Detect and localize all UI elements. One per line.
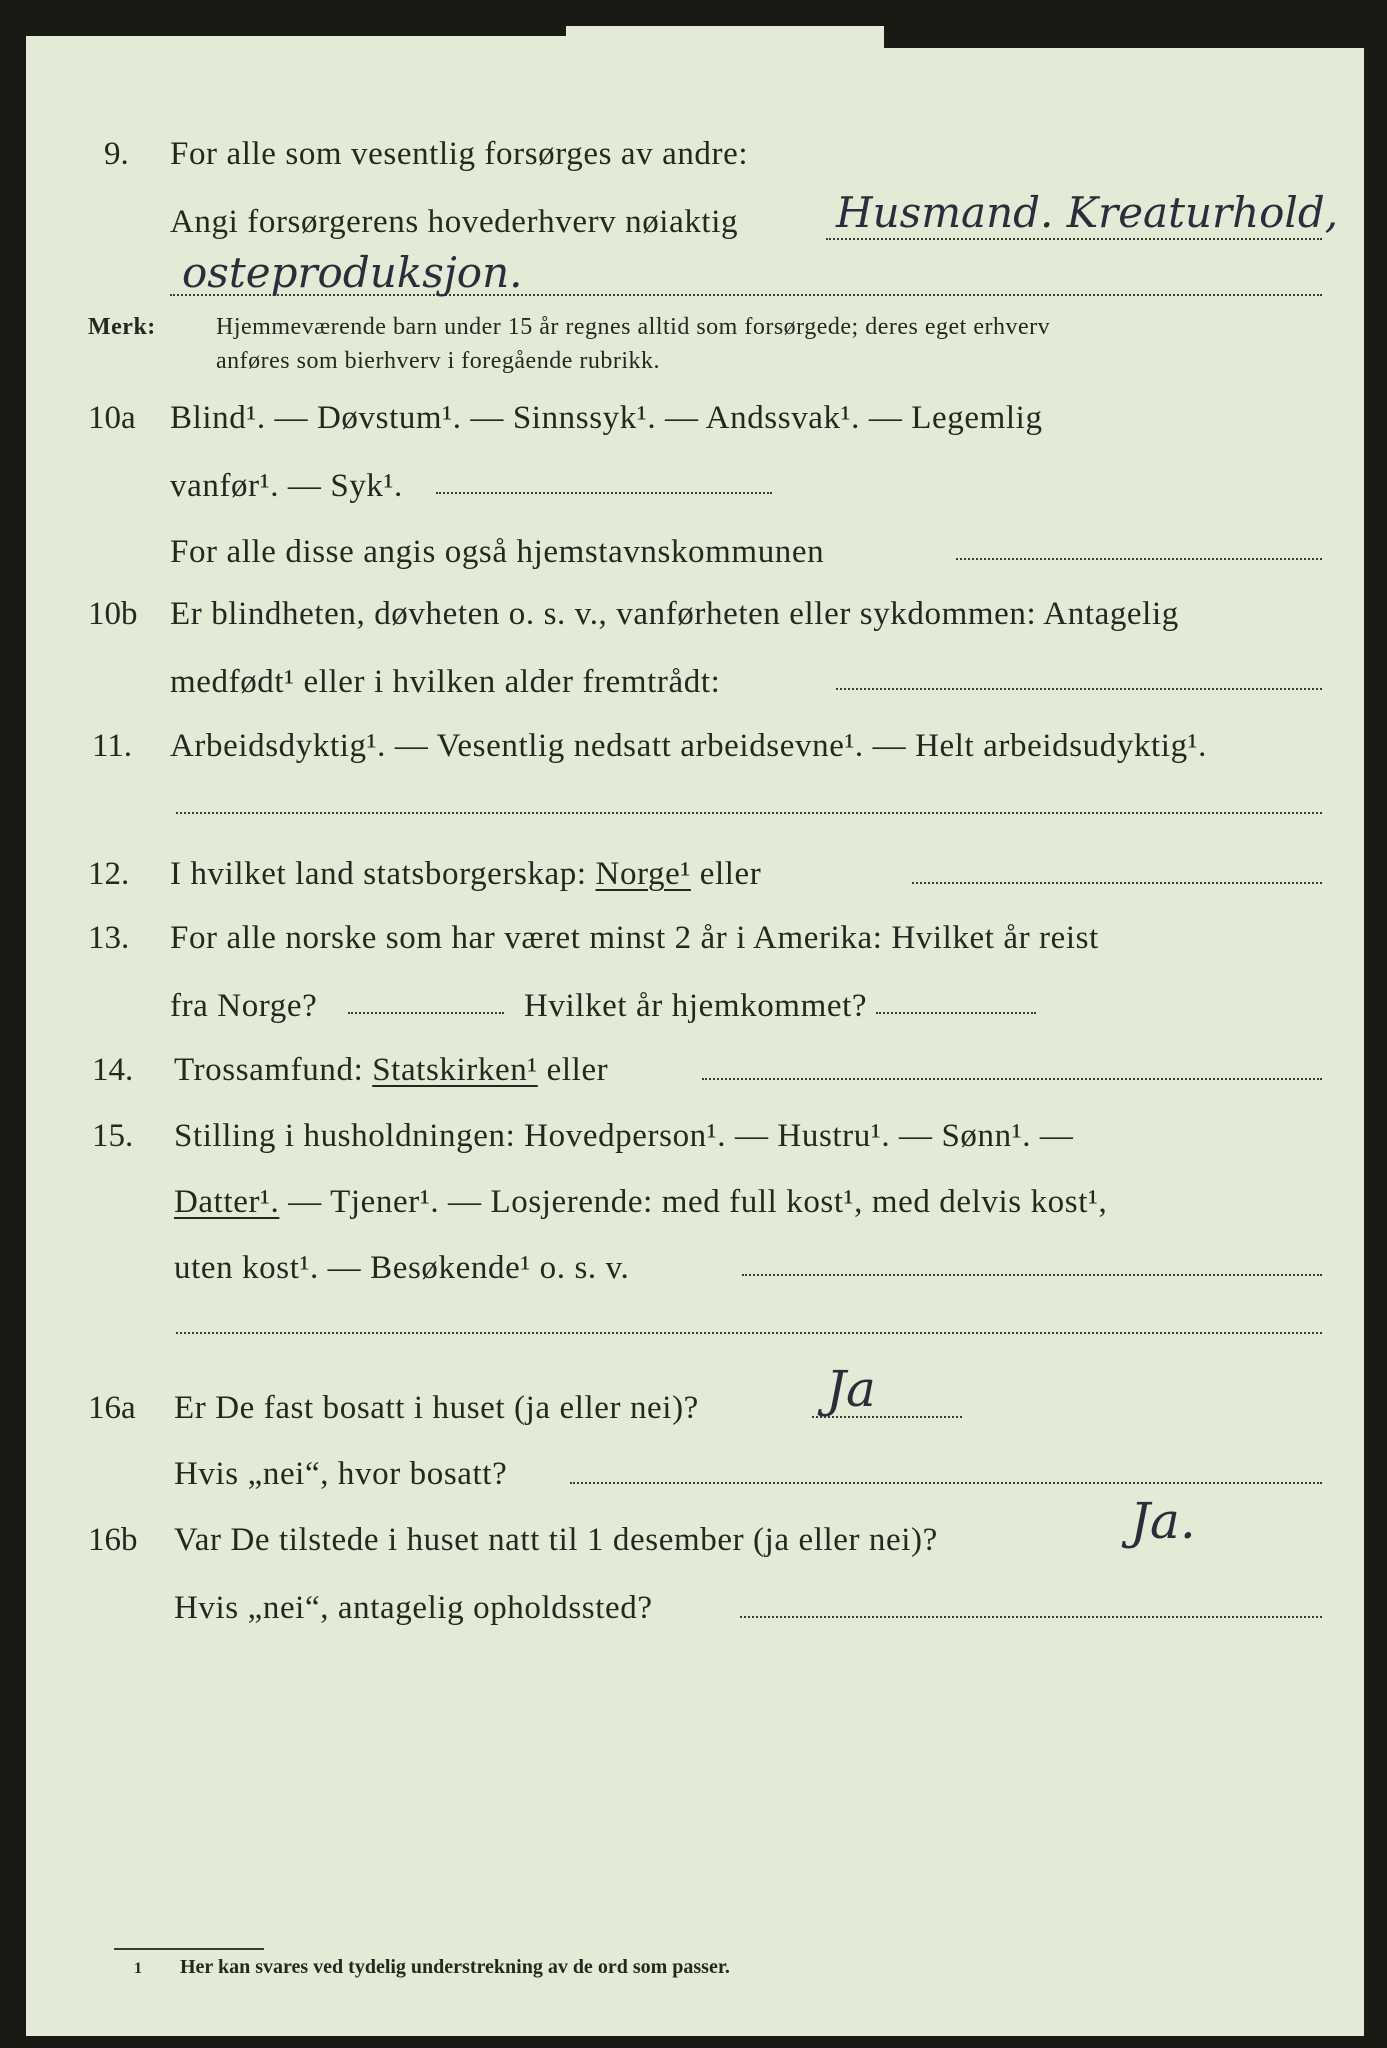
q14-pre: Trossamfund: xyxy=(174,1052,364,1088)
page-corner-shadow xyxy=(884,26,1364,48)
q16a-line2: Hvis „nei“, hvor bosatt? xyxy=(174,1456,508,1492)
q16b-line1: Var De tilstede i huset natt til 1 desember (ja eller nei)? xyxy=(174,1522,938,1558)
q15-line2 xyxy=(174,1182,1107,1222)
q14-post: eller xyxy=(546,1052,609,1088)
q13-reist-line xyxy=(348,1012,504,1014)
q16b-opholdssted-line xyxy=(740,1616,1322,1618)
q16b-number: 16b xyxy=(88,1522,138,1558)
q16a-handwritten-answer: Ja xyxy=(826,1360,876,1418)
q10a-line3: For alle disse angis også hjemstavnskommunen xyxy=(170,534,825,570)
q13-line1: For alle norske som har været minst 2 år i Amerika: Hvilket år reist xyxy=(170,920,1099,956)
q10a-hjemstavn-line xyxy=(956,558,1322,560)
q10a-line1: Blind¹. — Døvstum¹. — Sinnssyk¹. — Andssvak¹. — Legemlig xyxy=(170,400,1043,436)
footnote-text: Her kan svares ved tydelig understrekning av de ord som passer. xyxy=(180,1956,730,1978)
q9-line1: For alle som vesentlig forsørges av andre: xyxy=(170,136,749,172)
q15-answer-line xyxy=(742,1274,1322,1276)
q12-answer-line xyxy=(912,882,1322,884)
q15-line2-rest: — Tjener¹. — Losjerende: med full kost¹, med delvis kost¹, xyxy=(288,1184,1108,1220)
q9-handwritten-answer2: osteproduksjon. xyxy=(182,248,523,297)
q16a-bosatt-line xyxy=(570,1482,1322,1484)
merk-label: Merk: xyxy=(88,314,156,340)
q15-extra-line xyxy=(176,1332,1322,1334)
q11-number: 11. xyxy=(92,728,133,764)
merk-line2: anføres som bierhverv i foregående rubrikk. xyxy=(216,348,661,374)
q16b-handwritten-answer: Ja. xyxy=(1130,1492,1196,1550)
q13-line2a: fra Norge? xyxy=(170,988,318,1024)
q13-number: 13. xyxy=(88,920,130,956)
q9-handwritten-answer1: Husmand. Kreaturhold, xyxy=(836,188,1339,237)
q10a-syk-line xyxy=(436,492,772,494)
q15-line3: uten kost¹. — Besøkende¹ o. s. v. xyxy=(174,1250,630,1286)
q16a-line1: Er De fast bosatt i huset (ja eller nei)? xyxy=(174,1390,699,1426)
q10a-line2: vanfør¹. — Syk¹. xyxy=(170,468,403,504)
q14-number: 14. xyxy=(92,1052,134,1088)
q15-number: 15. xyxy=(92,1118,134,1154)
q10b-line1: Er blindheten, døvheten o. s. v., vanførheten eller sykdommen: Antagelig xyxy=(170,596,1179,632)
q9-number: 9. xyxy=(104,136,129,172)
q9-answer-line1 xyxy=(826,238,1322,240)
q12-post: eller xyxy=(699,856,762,892)
q12-pre: I hvilket land statsborgerskap: xyxy=(170,856,587,892)
q9-line2: Angi forsørgerens hovederhverv nøiaktig xyxy=(170,204,739,240)
q10b-number: 10b xyxy=(88,596,138,632)
q10b-answer-line xyxy=(836,688,1322,690)
q15-underlined-datter: Datter¹. xyxy=(174,1184,280,1220)
q12-number: 12. xyxy=(88,856,130,892)
q10b-line2: medfødt¹ eller i hvilken alder fremtrådt: xyxy=(170,664,721,700)
q12-underlined-norge: Norge¹ xyxy=(595,856,691,892)
q16a-number: 16a xyxy=(88,1390,136,1426)
q14-answer-line xyxy=(702,1078,1322,1080)
merk-line1: Hjemmeværende barn under 15 år regnes alltid som forsørgede; deres eget erhverv xyxy=(216,314,1051,340)
q13-hjemkommet-line xyxy=(876,1012,1036,1014)
q11-answer-line xyxy=(176,812,1322,814)
q16b-line2: Hvis „nei“, antagelig opholdssted? xyxy=(174,1590,653,1626)
q13-line2b: Hvilket år hjemkommet? xyxy=(524,988,868,1024)
census-form-page xyxy=(26,26,1364,2036)
q11-line1: Arbeidsdyktig¹. — Vesentlig nedsatt arbeidsevne¹. — Helt arbeidsudyktig¹. xyxy=(170,728,1208,764)
q12-line xyxy=(170,854,761,894)
q14-line xyxy=(174,1050,608,1090)
footnote-rule xyxy=(114,1948,264,1950)
q15-line1: Stilling i husholdningen: Hovedperson¹. — Hustru¹. — Sønn¹. — xyxy=(174,1118,1074,1154)
q14-underlined-statskirken: Statskirken¹ xyxy=(372,1052,538,1088)
footnote-marker: 1 xyxy=(134,1960,142,1977)
page-edge-shadow xyxy=(26,26,566,36)
q10a-number: 10a xyxy=(88,400,136,436)
